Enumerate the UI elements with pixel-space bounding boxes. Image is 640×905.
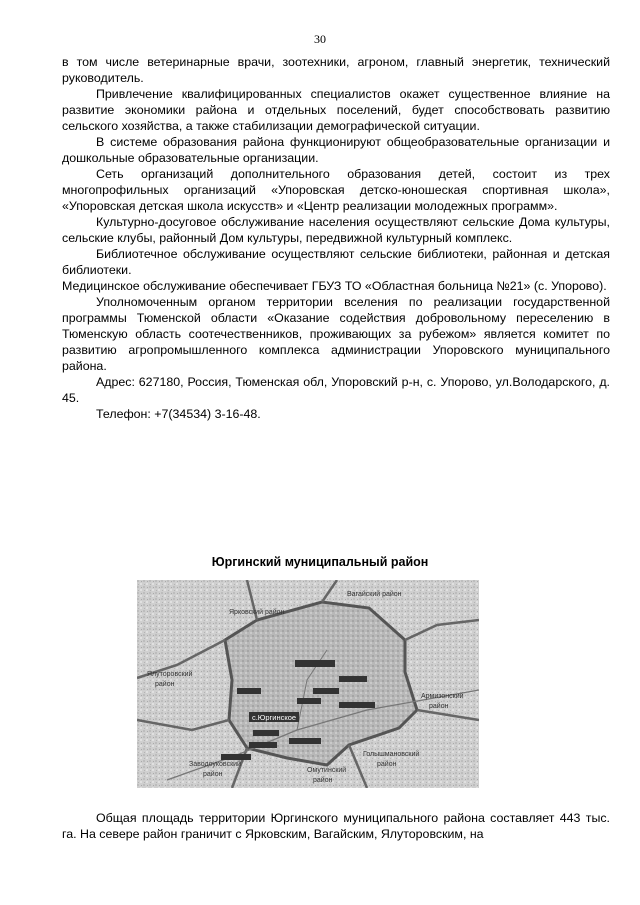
paragraph: Уполномоченным органом территории вселения по реализации государственной программы Тюменской области «Оказание содействия добровольному переселению в Тюменскую область соотечественников, проживающих за рубежом» является комитет по развитию агропромышленного комплекса администрации Упоровского муниципального района.: [62, 295, 610, 373]
region-label-zavodoukovsky-2: район: [203, 771, 223, 778]
phone-paragraph: Телефон: +7(34534) 3-16-48.: [96, 407, 261, 421]
paragraph: В системе образования района функционируют общеобразовательные организации и дошкольные образовательные организации.: [62, 135, 610, 165]
district-map: [137, 580, 479, 788]
paragraph: Культурно-досуговое обслуживание населения осуществляют сельские Дома культуры, сельские клубы, районный Дом культуры, передвижной культурный комплекс.: [62, 215, 610, 245]
paragraph: Сеть организаций дополнительного образования детей, состоит из трех многопрофильных организаций «Упоровская детско-юношеская спортивная школа», «Упоровская детская школа искусств» и «Центр реализации молодежных программ».: [62, 167, 610, 213]
region-label-armizonsky-2: район: [429, 703, 449, 710]
region-label-vagaysky: Вагайский район: [347, 591, 402, 598]
address-paragraph: Адрес: 627180, Россия, Тюменская обл, Упоровский р-н, с. Упорово, ул.Володарского, д. 45.: [62, 375, 610, 405]
region-label-golyshmanovsky: Голышмановский: [363, 751, 420, 758]
page-number: 30: [314, 32, 326, 46]
paragraph: в том числе ветеринарные врачи, зоотехники, агроном, главный энергетик, технический руководитель.: [62, 55, 610, 85]
region-label-yarkovsky: Ярковский район: [229, 609, 285, 616]
paragraph: Медицинское обслуживание обеспечивает ГБУЗ ТО «Областная больница №21» (с. Упорово).: [62, 279, 607, 293]
main-text: [62, 54, 610, 422]
district-center-label: с.Юргинское: [251, 713, 297, 722]
region-label-yalutorovsky-2: район: [155, 681, 175, 688]
region-label-armizonsky: Армизонский: [421, 693, 464, 700]
paragraph: Привлечение квалифицированных специалистов окажет существенное влияние на развитие экономики района и отдельных поселений, будет способствовать развитию сельского хозяйства, а также стабилизации демографической ситуации.: [62, 87, 610, 133]
region-label-yalutorovsky: Ялуторовский: [147, 671, 193, 678]
paragraph: Библиотечное обслуживание осуществляют сельские библиотеки, районная и детская библиотеки.: [62, 247, 610, 277]
district-center-marker: [249, 712, 299, 722]
section-title: Юргинский муниципальный район: [211, 555, 429, 569]
region-label-golyshmanovsky-2: район: [377, 761, 397, 768]
paragraph: Общая площадь территории Юргинского муниципального района составляет 443 тыс. га. На севере район граничит с Ярковским, Вагайским, Ялуторовским, на: [62, 811, 610, 841]
bottom-text: [62, 810, 610, 842]
region-label-zavodoukovsky: Заводоуковский: [189, 761, 241, 768]
region-label-omutinsky: Омутинский: [307, 767, 347, 774]
region-label-omutinsky-2: район: [313, 777, 333, 784]
